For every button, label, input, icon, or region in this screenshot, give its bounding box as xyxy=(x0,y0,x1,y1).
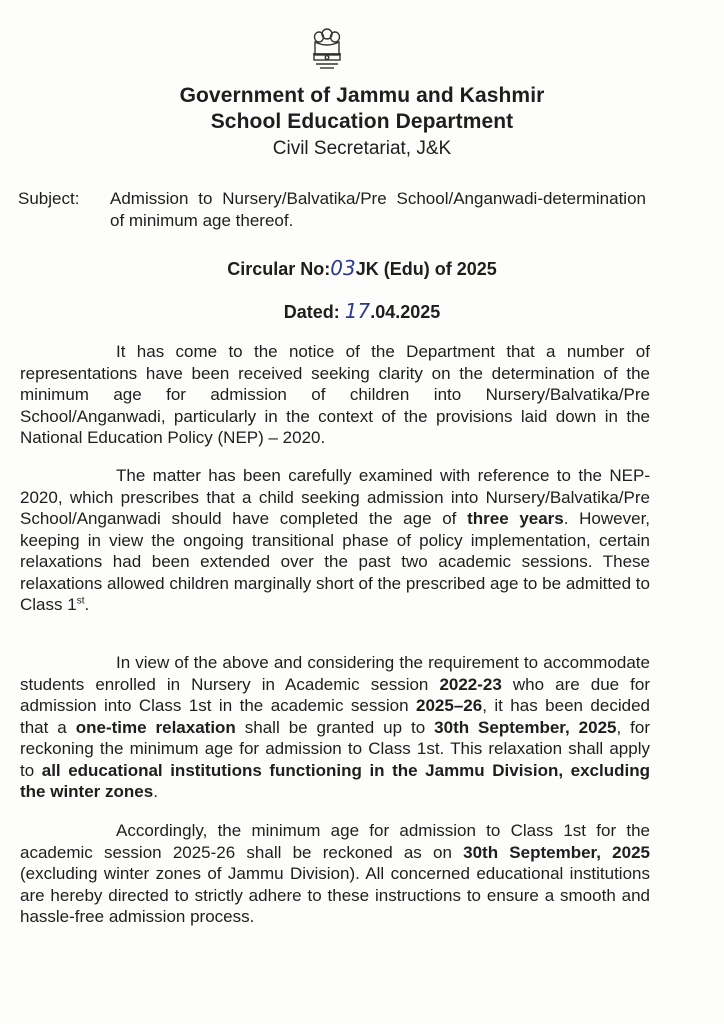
paragraph-2-superscript: st xyxy=(76,595,85,607)
paragraph-3-text: , for reckoning the minimum age for admission to Class 1st. This relaxation shall apply to xyxy=(20,717,650,780)
paragraph-1-text: It has come to the notice of the Department that a number of representations have been received seeking clarity on the determination of the minimum age for admission of children into Nursery/Balvatika/Pre School/Anganwadi, particularly in the context of the provisions laid down in the National Education Policy (NEP) – 2020. xyxy=(20,342,650,447)
header-government: Government of Jammu and Kashmir xyxy=(179,84,545,107)
paragraph-3-text: , it has been decided that a xyxy=(20,696,650,737)
paragraph-3-text: who are due for admission into Class 1st in the academic session xyxy=(20,674,650,715)
paragraph-1 xyxy=(20,341,650,449)
paragraph-4-bold: 30th September, 2025 xyxy=(463,842,650,862)
circular-prefix: Circular No: xyxy=(227,259,331,279)
paragraph-3-text: . xyxy=(153,782,158,801)
paragraph-2-text: . xyxy=(84,595,90,614)
date-prefix: Dated: xyxy=(283,302,340,322)
header-secretariat: Civil Secretariat, J&K xyxy=(272,138,452,159)
paragraph-2-bold: three years xyxy=(467,509,564,528)
subject-text: Admission to Nursery/Balvatika/Pre School/Anganwadi-determination of minimum age thereof. xyxy=(110,189,646,230)
circular-suffix: JK (Edu) of 2025 xyxy=(355,259,497,279)
paragraph-2-text: The matter has been carefully examined with reference to the NEP-2020, which prescribes that a child seeking admission into Nursery/Balvatika/Pre School/Anganwadi should have completed the age of xyxy=(20,466,650,528)
circular-date xyxy=(0,299,724,323)
paragraph-2-text: . However, keeping in view the ongoing transitional phase of policy implementation, certain relaxations had been extended over the past two academic sessions. These relaxations allowed children marginally short of the prescribed age to be admitted to Class 1 xyxy=(20,509,651,614)
national-emblem-icon xyxy=(306,24,348,72)
paragraph-3-bold: one-time relaxation xyxy=(75,717,236,737)
paragraph-3-bold: 2025–26 xyxy=(416,696,483,715)
paragraph-2 xyxy=(20,465,650,616)
date-handwritten-day: 17 xyxy=(344,299,371,323)
circular-handwritten-number: 03 xyxy=(330,256,356,280)
paragraph-3-bold: all educational institutions functioning in the Jammu Division, excluding the winter zones xyxy=(20,760,650,801)
paragraph-3 xyxy=(20,652,650,803)
paragraph-4-text: (excluding winter zones of Jammu Division). All concerned educational institutions are hereby directed to strictly adhere to these instructions to ensure a smooth and hassle-free admission process. xyxy=(20,864,650,926)
paragraph-3-text: shall be granted up to xyxy=(235,717,435,737)
paragraph-3-bold: 2022-23 xyxy=(439,674,502,694)
paragraph-3-text: In view of the above and considering the requirement to accommodate students enrolled in Nursery in Academic session xyxy=(20,653,650,694)
date-suffix: .04.2025 xyxy=(370,302,441,322)
paragraph-3-bold: 30th September, 2025 xyxy=(434,717,617,737)
paragraph-4-text: Accordingly, the minimum age for admission to Class 1st for the academic session 2025-26 shall be reckoned as on xyxy=(20,821,650,862)
header-department: School Education Department xyxy=(210,110,514,133)
circular-number xyxy=(0,256,724,280)
paragraph-4 xyxy=(20,820,650,928)
subject-label: Subject: xyxy=(18,189,80,208)
